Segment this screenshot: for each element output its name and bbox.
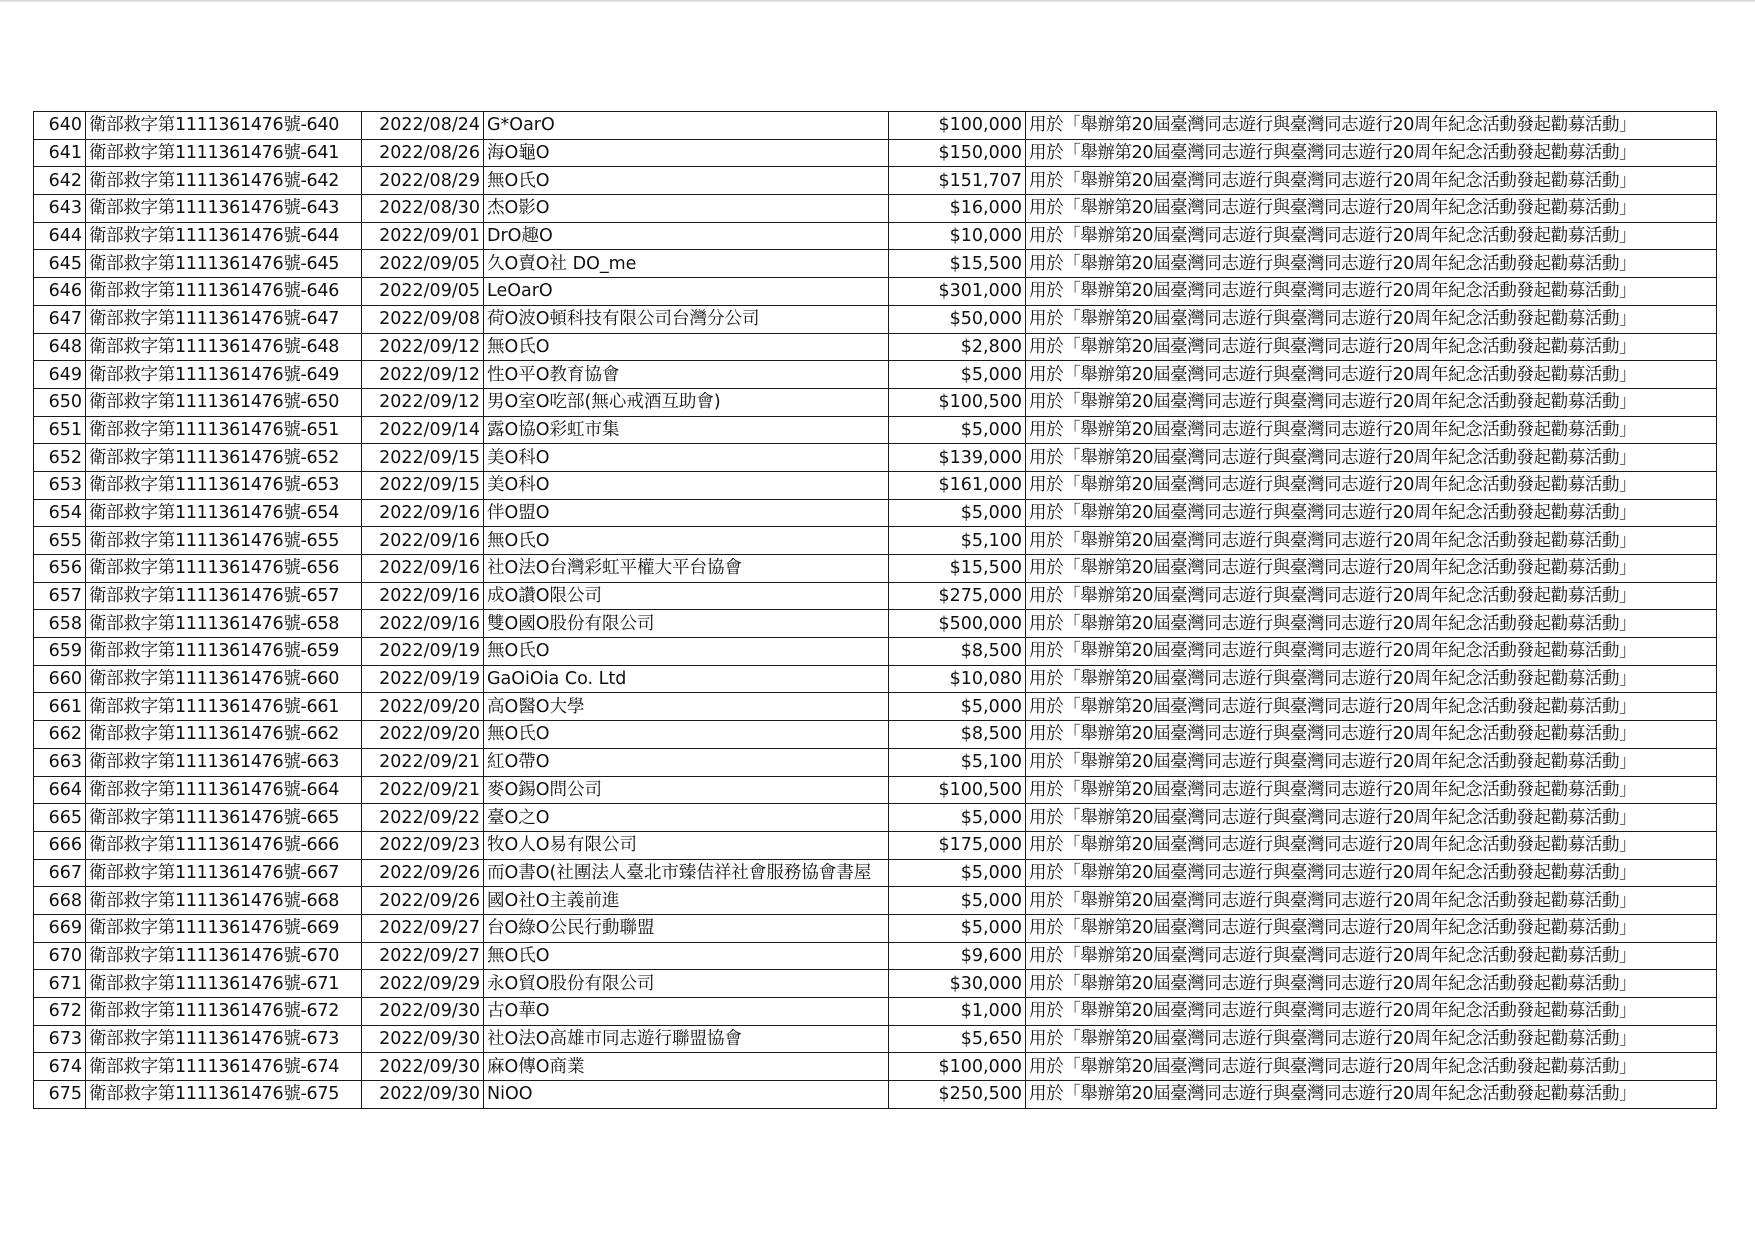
- donor-name: 麥O錫O問公司: [484, 776, 889, 804]
- donor-name: 雙O國O股份有限公司: [484, 610, 889, 638]
- donation-purpose: 用於「舉辦第20屆臺灣同志遊行與臺灣同志遊行20周年紀念活動發起勸募活動」: [1026, 665, 1717, 693]
- donor-name: 性O平O教育協會: [484, 361, 889, 389]
- approval-document-number: 衛部救字第1111361476號-673: [86, 1025, 362, 1053]
- donation-amount: $15,500: [889, 555, 1026, 583]
- donation-amount: $139,000: [889, 444, 1026, 472]
- table-row: [34, 804, 1717, 832]
- table-row: [34, 887, 1717, 915]
- table-row: [34, 444, 1717, 472]
- donation-purpose: 用於「舉辦第20屆臺灣同志遊行與臺灣同志遊行20周年紀念活動發起勸募活動」: [1026, 831, 1717, 859]
- table-row: [34, 1025, 1717, 1053]
- approval-document-number: 衛部救字第1111361476號-649: [86, 361, 362, 389]
- row-number: 658: [34, 610, 86, 638]
- row-number: 668: [34, 887, 86, 915]
- donation-amount: $5,000: [889, 499, 1026, 527]
- donation-amount: $50,000: [889, 305, 1026, 333]
- approval-document-number: 衛部救字第1111361476號-664: [86, 776, 362, 804]
- row-number: 657: [34, 582, 86, 610]
- donation-date: 2022/08/29: [362, 167, 484, 195]
- table-row: [34, 167, 1717, 195]
- donor-name: 臺O之O: [484, 804, 889, 832]
- donation-purpose: 用於「舉辦第20屆臺灣同志遊行與臺灣同志遊行20周年紀念活動發起勸募活動」: [1026, 748, 1717, 776]
- row-number: 674: [34, 1053, 86, 1081]
- donation-purpose: 用於「舉辦第20屆臺灣同志遊行與臺灣同志遊行20周年紀念活動發起勸募活動」: [1026, 1081, 1717, 1109]
- table-row: [34, 333, 1717, 361]
- donation-date: 2022/09/01: [362, 222, 484, 250]
- donation-amount: $5,650: [889, 1025, 1026, 1053]
- table-row: [34, 305, 1717, 333]
- donation-amount: $8,500: [889, 638, 1026, 666]
- row-number: 662: [34, 721, 86, 749]
- donation-purpose: 用於「舉辦第20屆臺灣同志遊行與臺灣同志遊行20周年紀念活動發起勸募活動」: [1026, 416, 1717, 444]
- row-number: 650: [34, 388, 86, 416]
- table-row: [34, 970, 1717, 998]
- donation-amount: $16,000: [889, 195, 1026, 223]
- donor-name: 無O氏O: [484, 333, 889, 361]
- approval-document-number: 衛部救字第1111361476號-670: [86, 942, 362, 970]
- donation-date: 2022/09/12: [362, 333, 484, 361]
- donation-purpose: 用於「舉辦第20屆臺灣同志遊行與臺灣同志遊行20周年紀念活動發起勸募活動」: [1026, 471, 1717, 499]
- row-number: 671: [34, 970, 86, 998]
- donation-amount: $175,000: [889, 831, 1026, 859]
- table-row: [34, 250, 1717, 278]
- donation-amount: $151,707: [889, 167, 1026, 195]
- approval-document-number: 衛部救字第1111361476號-663: [86, 748, 362, 776]
- donation-purpose: 用於「舉辦第20屆臺灣同志遊行與臺灣同志遊行20周年紀念活動發起勸募活動」: [1026, 278, 1717, 306]
- table-row: [34, 776, 1717, 804]
- row-number: 675: [34, 1081, 86, 1109]
- donation-amount: $5,000: [889, 804, 1026, 832]
- approval-document-number: 衛部救字第1111361476號-645: [86, 250, 362, 278]
- table-row: [34, 693, 1717, 721]
- donation-amount: $275,000: [889, 582, 1026, 610]
- row-number: 646: [34, 278, 86, 306]
- row-number: 665: [34, 804, 86, 832]
- row-number: 660: [34, 665, 86, 693]
- donation-amount: $5,100: [889, 748, 1026, 776]
- donation-purpose: 用於「舉辦第20屆臺灣同志遊行與臺灣同志遊行20周年紀念活動發起勸募活動」: [1026, 361, 1717, 389]
- approval-document-number: 衛部救字第1111361476號-640: [86, 112, 362, 140]
- donation-date: 2022/09/26: [362, 859, 484, 887]
- donation-date: 2022/09/05: [362, 278, 484, 306]
- row-number: 666: [34, 831, 86, 859]
- donation-purpose: 用於「舉辦第20屆臺灣同志遊行與臺灣同志遊行20周年紀念活動發起勸募活動」: [1026, 804, 1717, 832]
- donor-name: GaOiOia Co. Ltd: [484, 665, 889, 693]
- row-number: 653: [34, 471, 86, 499]
- donor-name: 杰O影O: [484, 195, 889, 223]
- row-number: 656: [34, 555, 86, 583]
- donor-name: 永O貿O股份有限公司: [484, 970, 889, 998]
- donation-purpose: 用於「舉辦第20屆臺灣同志遊行與臺灣同志遊行20周年紀念活動發起勸募活動」: [1026, 222, 1717, 250]
- donation-purpose: 用於「舉辦第20屆臺灣同志遊行與臺灣同志遊行20周年紀念活動發起勸募活動」: [1026, 250, 1717, 278]
- donation-date: 2022/09/16: [362, 499, 484, 527]
- table-row: [34, 278, 1717, 306]
- donation-purpose: 用於「舉辦第20屆臺灣同志遊行與臺灣同志遊行20周年紀念活動發起勸募活動」: [1026, 195, 1717, 223]
- approval-document-number: 衛部救字第1111361476號-662: [86, 721, 362, 749]
- row-number: 667: [34, 859, 86, 887]
- donation-date: 2022/09/29: [362, 970, 484, 998]
- donation-table: [33, 111, 1717, 1109]
- approval-document-number: 衛部救字第1111361476號-657: [86, 582, 362, 610]
- scan-top-edge: [0, 0, 1755, 3]
- table-row: [34, 527, 1717, 555]
- donor-name: LeOarO: [484, 278, 889, 306]
- donation-date: 2022/08/24: [362, 112, 484, 140]
- donation-amount: $301,000: [889, 278, 1026, 306]
- donation-purpose: 用於「舉辦第20屆臺灣同志遊行與臺灣同志遊行20周年紀念活動發起勸募活動」: [1026, 388, 1717, 416]
- donation-amount: $1,000: [889, 998, 1026, 1026]
- table-row: [34, 942, 1717, 970]
- approval-document-number: 衛部救字第1111361476號-653: [86, 471, 362, 499]
- row-number: 651: [34, 416, 86, 444]
- donation-purpose: 用於「舉辦第20屆臺灣同志遊行與臺灣同志遊行20周年紀念活動發起勸募活動」: [1026, 859, 1717, 887]
- donor-name: 台O綠O公民行動聯盟: [484, 914, 889, 942]
- donation-purpose: 用於「舉辦第20屆臺灣同志遊行與臺灣同志遊行20周年紀念活動發起勸募活動」: [1026, 610, 1717, 638]
- donation-date: 2022/09/15: [362, 471, 484, 499]
- table-row: [34, 195, 1717, 223]
- donation-purpose: 用於「舉辦第20屆臺灣同志遊行與臺灣同志遊行20周年紀念活動發起勸募活動」: [1026, 1053, 1717, 1081]
- donation-date: 2022/08/30: [362, 195, 484, 223]
- donation-purpose: 用於「舉辦第20屆臺灣同志遊行與臺灣同志遊行20周年紀念活動發起勸募活動」: [1026, 527, 1717, 555]
- row-number: 642: [34, 167, 86, 195]
- approval-document-number: 衛部救字第1111361476號-660: [86, 665, 362, 693]
- row-number: 655: [34, 527, 86, 555]
- donation-date: 2022/09/27: [362, 914, 484, 942]
- donation-date: 2022/09/05: [362, 250, 484, 278]
- donation-date: 2022/09/12: [362, 361, 484, 389]
- approval-document-number: 衛部救字第1111361476號-666: [86, 831, 362, 859]
- donation-amount: $5,000: [889, 887, 1026, 915]
- table-row: [34, 582, 1717, 610]
- donor-name: 無O氏O: [484, 638, 889, 666]
- approval-document-number: 衛部救字第1111361476號-669: [86, 914, 362, 942]
- row-number: 643: [34, 195, 86, 223]
- row-number: 641: [34, 139, 86, 167]
- approval-document-number: 衛部救字第1111361476號-658: [86, 610, 362, 638]
- approval-document-number: 衛部救字第1111361476號-672: [86, 998, 362, 1026]
- donation-amount: $10,080: [889, 665, 1026, 693]
- donation-date: 2022/09/16: [362, 582, 484, 610]
- approval-document-number: 衛部救字第1111361476號-652: [86, 444, 362, 472]
- table-row: [34, 748, 1717, 776]
- donation-date: 2022/09/21: [362, 776, 484, 804]
- donor-name: 古O華O: [484, 998, 889, 1026]
- donation-date: 2022/09/20: [362, 721, 484, 749]
- approval-document-number: 衛部救字第1111361476號-661: [86, 693, 362, 721]
- table-row: [34, 222, 1717, 250]
- donation-amount: $5,000: [889, 361, 1026, 389]
- donation-date: 2022/09/30: [362, 998, 484, 1026]
- donor-name: 社O法O台灣彩虹平權大平台協會: [484, 555, 889, 583]
- approval-document-number: 衛部救字第1111361476號-654: [86, 499, 362, 527]
- donation-date: 2022/09/16: [362, 555, 484, 583]
- donation-amount: $500,000: [889, 610, 1026, 638]
- donation-date: 2022/09/12: [362, 388, 484, 416]
- donation-amount: $9,600: [889, 942, 1026, 970]
- donation-purpose: 用於「舉辦第20屆臺灣同志遊行與臺灣同志遊行20周年紀念活動發起勸募活動」: [1026, 112, 1717, 140]
- donor-name: 而O書O(社團法人臺北市臻佶祥社會服務協會書屋: [484, 859, 889, 887]
- row-number: 644: [34, 222, 86, 250]
- donation-amount: $15,500: [889, 250, 1026, 278]
- donation-purpose: 用於「舉辦第20屆臺灣同志遊行與臺灣同志遊行20周年紀念活動發起勸募活動」: [1026, 638, 1717, 666]
- donation-date: 2022/09/27: [362, 942, 484, 970]
- donation-purpose: 用於「舉辦第20屆臺灣同志遊行與臺灣同志遊行20周年紀念活動發起勸募活動」: [1026, 887, 1717, 915]
- table-row: [34, 638, 1717, 666]
- donor-name: 無O氏O: [484, 167, 889, 195]
- donation-date: 2022/09/30: [362, 1025, 484, 1053]
- donation-ledger-sheet: [33, 111, 1717, 1109]
- donation-purpose: 用於「舉辦第20屆臺灣同志遊行與臺灣同志遊行20周年紀念活動發起勸募活動」: [1026, 970, 1717, 998]
- table-row: [34, 112, 1717, 140]
- donation-amount: $10,000: [889, 222, 1026, 250]
- row-number: 645: [34, 250, 86, 278]
- donation-purpose: 用於「舉辦第20屆臺灣同志遊行與臺灣同志遊行20周年紀念活動發起勸募活動」: [1026, 444, 1717, 472]
- donation-purpose: 用於「舉辦第20屆臺灣同志遊行與臺灣同志遊行20周年紀念活動發起勸募活動」: [1026, 914, 1717, 942]
- donation-amount: $2,800: [889, 333, 1026, 361]
- table-row: [34, 610, 1717, 638]
- donor-name: 美O科O: [484, 444, 889, 472]
- donor-name: 國O社O主義前進: [484, 887, 889, 915]
- approval-document-number: 衛部救字第1111361476號-667: [86, 859, 362, 887]
- row-number: 661: [34, 693, 86, 721]
- donation-date: 2022/09/26: [362, 887, 484, 915]
- donor-name: 牧O人O易有限公司: [484, 831, 889, 859]
- donor-name: 高O醫O大學: [484, 693, 889, 721]
- approval-document-number: 衛部救字第1111361476號-675: [86, 1081, 362, 1109]
- donor-name: 無O氏O: [484, 721, 889, 749]
- approval-document-number: 衛部救字第1111361476號-646: [86, 278, 362, 306]
- donation-purpose: 用於「舉辦第20屆臺灣同志遊行與臺灣同志遊行20周年紀念活動發起勸募活動」: [1026, 555, 1717, 583]
- donation-purpose: 用於「舉辦第20屆臺灣同志遊行與臺灣同志遊行20周年紀念活動發起勸募活動」: [1026, 333, 1717, 361]
- approval-document-number: 衛部救字第1111361476號-643: [86, 195, 362, 223]
- row-number: 654: [34, 499, 86, 527]
- approval-document-number: 衛部救字第1111361476號-641: [86, 139, 362, 167]
- donation-purpose: 用於「舉辦第20屆臺灣同志遊行與臺灣同志遊行20周年紀念活動發起勸募活動」: [1026, 582, 1717, 610]
- donation-purpose: 用於「舉辦第20屆臺灣同志遊行與臺灣同志遊行20周年紀念活動發起勸募活動」: [1026, 721, 1717, 749]
- row-number: 669: [34, 914, 86, 942]
- row-number: 659: [34, 638, 86, 666]
- table-row: [34, 721, 1717, 749]
- approval-document-number: 衛部救字第1111361476號-655: [86, 527, 362, 555]
- donation-purpose: 用於「舉辦第20屆臺灣同志遊行與臺灣同志遊行20周年紀念活動發起勸募活動」: [1026, 942, 1717, 970]
- table-row: [34, 499, 1717, 527]
- donation-date: 2022/09/19: [362, 638, 484, 666]
- donation-table-body: [34, 112, 1717, 1109]
- donation-amount: $5,000: [889, 859, 1026, 887]
- donor-name: 紅O帶O: [484, 748, 889, 776]
- row-number: 648: [34, 333, 86, 361]
- row-number: 652: [34, 444, 86, 472]
- table-row: [34, 831, 1717, 859]
- approval-document-number: 衛部救字第1111361476號-668: [86, 887, 362, 915]
- approval-document-number: 衛部救字第1111361476號-659: [86, 638, 362, 666]
- donation-amount: $5,000: [889, 416, 1026, 444]
- table-row: [34, 665, 1717, 693]
- donor-name: 無O氏O: [484, 527, 889, 555]
- donor-name: 成O讚O限公司: [484, 582, 889, 610]
- donation-date: 2022/08/26: [362, 139, 484, 167]
- donor-name: DrO趣O: [484, 222, 889, 250]
- approval-document-number: 衛部救字第1111361476號-644: [86, 222, 362, 250]
- table-row: [34, 859, 1717, 887]
- row-number: 670: [34, 942, 86, 970]
- approval-document-number: 衛部救字第1111361476號-674: [86, 1053, 362, 1081]
- donation-amount: $5,100: [889, 527, 1026, 555]
- donation-purpose: 用於「舉辦第20屆臺灣同志遊行與臺灣同志遊行20周年紀念活動發起勸募活動」: [1026, 776, 1717, 804]
- donation-amount: $8,500: [889, 721, 1026, 749]
- donation-date: 2022/09/16: [362, 527, 484, 555]
- donation-amount: $250,500: [889, 1081, 1026, 1109]
- donor-name: 男O室O吃部(無心戒酒互助會): [484, 388, 889, 416]
- donor-name: 久O賣O社 DO_me: [484, 250, 889, 278]
- donation-date: 2022/09/19: [362, 665, 484, 693]
- donation-purpose: 用於「舉辦第20屆臺灣同志遊行與臺灣同志遊行20周年紀念活動發起勸募活動」: [1026, 1025, 1717, 1053]
- donation-purpose: 用於「舉辦第20屆臺灣同志遊行與臺灣同志遊行20周年紀念活動發起勸募活動」: [1026, 693, 1717, 721]
- row-number: 673: [34, 1025, 86, 1053]
- donation-amount: $100,500: [889, 388, 1026, 416]
- donor-name: G*OarO: [484, 112, 889, 140]
- approval-document-number: 衛部救字第1111361476號-647: [86, 305, 362, 333]
- donation-date: 2022/09/20: [362, 693, 484, 721]
- row-number: 640: [34, 112, 86, 140]
- table-row: [34, 471, 1717, 499]
- approval-document-number: 衛部救字第1111361476號-650: [86, 388, 362, 416]
- donation-date: 2022/09/22: [362, 804, 484, 832]
- row-number: 647: [34, 305, 86, 333]
- donation-amount: $5,000: [889, 914, 1026, 942]
- donation-purpose: 用於「舉辦第20屆臺灣同志遊行與臺灣同志遊行20周年紀念活動發起勸募活動」: [1026, 167, 1717, 195]
- donation-date: 2022/09/30: [362, 1053, 484, 1081]
- row-number: 672: [34, 998, 86, 1026]
- table-row: [34, 555, 1717, 583]
- donor-name: 社O法O高雄市同志遊行聯盟協會: [484, 1025, 889, 1053]
- table-row: [34, 361, 1717, 389]
- donor-name: 海O龜O: [484, 139, 889, 167]
- donor-name: 麻O傳O商業: [484, 1053, 889, 1081]
- donation-amount: $100,000: [889, 1053, 1026, 1081]
- donation-amount: $100,500: [889, 776, 1026, 804]
- donor-name: 伴O盟O: [484, 499, 889, 527]
- table-row: [34, 998, 1717, 1026]
- table-row: [34, 1053, 1717, 1081]
- donation-date: 2022/09/21: [362, 748, 484, 776]
- approval-document-number: 衛部救字第1111361476號-656: [86, 555, 362, 583]
- donor-name: 荷O波O頓科技有限公司台灣分公司: [484, 305, 889, 333]
- donation-date: 2022/09/08: [362, 305, 484, 333]
- donation-amount: $5,000: [889, 693, 1026, 721]
- donation-amount: $150,000: [889, 139, 1026, 167]
- donor-name: 美O科O: [484, 471, 889, 499]
- donor-name: 露O協O彩虹市集: [484, 416, 889, 444]
- donation-date: 2022/09/15: [362, 444, 484, 472]
- donation-amount: $100,000: [889, 112, 1026, 140]
- table-row: [34, 416, 1717, 444]
- donation-purpose: 用於「舉辦第20屆臺灣同志遊行與臺灣同志遊行20周年紀念活動發起勸募活動」: [1026, 998, 1717, 1026]
- approval-document-number: 衛部救字第1111361476號-642: [86, 167, 362, 195]
- approval-document-number: 衛部救字第1111361476號-665: [86, 804, 362, 832]
- donation-amount: $161,000: [889, 471, 1026, 499]
- donation-purpose: 用於「舉辦第20屆臺灣同志遊行與臺灣同志遊行20周年紀念活動發起勸募活動」: [1026, 305, 1717, 333]
- approval-document-number: 衛部救字第1111361476號-671: [86, 970, 362, 998]
- row-number: 663: [34, 748, 86, 776]
- donation-purpose: 用於「舉辦第20屆臺灣同志遊行與臺灣同志遊行20周年紀念活動發起勸募活動」: [1026, 499, 1717, 527]
- donation-date: 2022/09/16: [362, 610, 484, 638]
- donation-date: 2022/09/30: [362, 1081, 484, 1109]
- table-row: [34, 914, 1717, 942]
- approval-document-number: 衛部救字第1111361476號-651: [86, 416, 362, 444]
- table-row: [34, 139, 1717, 167]
- donation-date: 2022/09/14: [362, 416, 484, 444]
- donation-purpose: 用於「舉辦第20屆臺灣同志遊行與臺灣同志遊行20周年紀念活動發起勸募活動」: [1026, 139, 1717, 167]
- approval-document-number: 衛部救字第1111361476號-648: [86, 333, 362, 361]
- table-row: [34, 1081, 1717, 1109]
- table-row: [34, 388, 1717, 416]
- donation-date: 2022/09/23: [362, 831, 484, 859]
- donor-name: NiOO: [484, 1081, 889, 1109]
- row-number: 649: [34, 361, 86, 389]
- row-number: 664: [34, 776, 86, 804]
- donation-amount: $30,000: [889, 970, 1026, 998]
- donor-name: 無O氏O: [484, 942, 889, 970]
